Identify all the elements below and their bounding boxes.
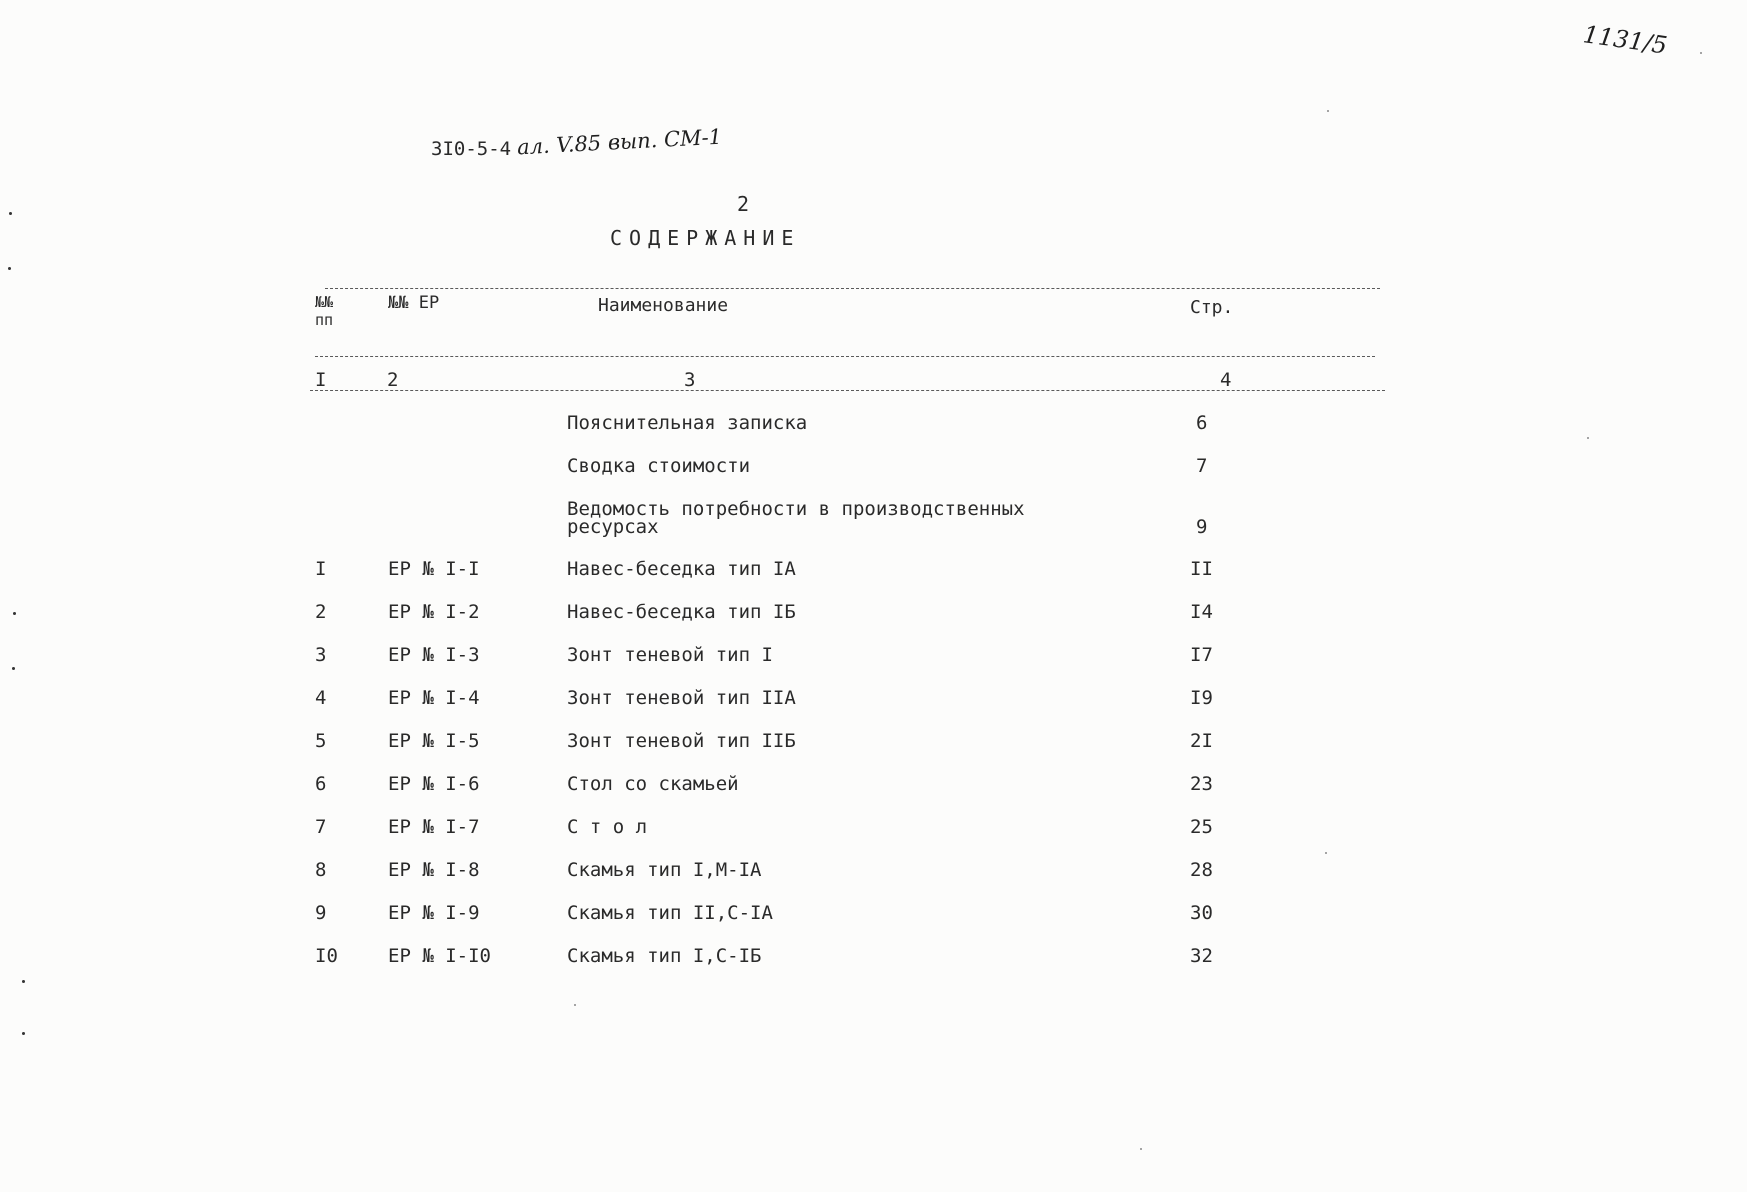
row-name: Ведомость потребности в производственных ресурсах xyxy=(567,498,1025,538)
row-name: Зонт теневой тип I xyxy=(567,644,773,666)
table-row xyxy=(0,498,1747,548)
row-name: Скамья тип I,М-IA xyxy=(567,859,762,881)
row-name: Скамья тип I,С-IБ xyxy=(567,945,762,967)
row-name: Навес-беседка тип IA xyxy=(567,558,796,580)
row-page: 9 xyxy=(1196,516,1208,538)
row-ep: ЕР № I-2 xyxy=(388,601,480,623)
row-name: Стол со скамьей xyxy=(567,773,739,795)
row-number: I xyxy=(315,558,327,580)
scan-speck xyxy=(1700,52,1702,54)
row-name: Пояснительная записка xyxy=(567,412,808,434)
scan-speck xyxy=(1327,110,1329,112)
column-header-page: Стр. xyxy=(1190,297,1234,318)
row-page: 7 xyxy=(1196,455,1208,477)
column-header-name: Наименование xyxy=(598,295,729,316)
document-code-handwritten: ал. V.85 вып. СМ-1 xyxy=(516,124,723,160)
column-number: 2 xyxy=(387,369,399,391)
table-row xyxy=(0,859,1747,889)
scan-speck xyxy=(22,1032,25,1035)
row-name: Зонт теневой тип IIБ xyxy=(567,730,796,752)
scan-speck xyxy=(22,980,25,983)
scan-speck xyxy=(1587,437,1589,439)
row-page: 6 xyxy=(1196,412,1208,434)
row-name: С т о л xyxy=(567,816,648,838)
row-ep: ЕР № I-4 xyxy=(388,687,480,709)
row-page: I9 xyxy=(1190,687,1213,709)
row-page: 23 xyxy=(1190,773,1213,795)
row-ep: ЕР № I-I xyxy=(388,558,480,580)
table-row xyxy=(0,945,1747,975)
row-page: I7 xyxy=(1190,644,1213,666)
row-page: I4 xyxy=(1190,601,1213,623)
scan-speck xyxy=(1325,852,1327,854)
table-row xyxy=(0,816,1747,846)
column-number: 3 xyxy=(684,369,696,391)
table-row xyxy=(0,902,1747,932)
scan-speck xyxy=(574,1004,576,1006)
scan-speck xyxy=(12,667,15,670)
column-number: 4 xyxy=(1220,369,1232,391)
row-number: I0 xyxy=(315,945,338,967)
table-row xyxy=(0,558,1747,588)
column-header-ep: №№ ЕР xyxy=(388,293,440,313)
table-row xyxy=(0,730,1747,760)
row-ep: ЕР № I-7 xyxy=(388,816,480,838)
row-name: Навес-беседка тип IБ xyxy=(567,601,796,623)
row-name: Скамья тип II,С-IA xyxy=(567,902,773,924)
row-ep: ЕР № I-9 xyxy=(388,902,480,924)
row-number: 7 xyxy=(315,816,327,838)
row-number: 3 xyxy=(315,644,327,666)
row-page: 28 xyxy=(1190,859,1213,881)
row-number: 9 xyxy=(315,902,327,924)
row-page: 32 xyxy=(1190,945,1213,967)
row-page: II xyxy=(1190,558,1213,580)
row-number: 8 xyxy=(315,859,327,881)
page-number: 2 xyxy=(737,192,750,216)
scan-speck xyxy=(8,267,11,270)
table-rule-top xyxy=(325,288,1380,289)
document-code: 3I0-5-4 xyxy=(431,138,512,160)
row-ep: ЕР № I-3 xyxy=(388,644,480,666)
row-number: 4 xyxy=(315,687,327,709)
sheet-mark: 1131/5 xyxy=(1581,20,1669,60)
scan-speck xyxy=(13,612,16,615)
row-ep: ЕР № I-I0 xyxy=(388,945,491,967)
row-number: 5 xyxy=(315,730,327,752)
table-row xyxy=(0,773,1747,803)
row-number: 2 xyxy=(315,601,327,623)
scan-speck xyxy=(1140,1148,1142,1150)
row-ep: ЕР № I-6 xyxy=(388,773,480,795)
scan-speck xyxy=(9,212,12,215)
table-rule-middle xyxy=(315,356,1375,357)
table-row xyxy=(0,687,1747,717)
row-name: Сводка стоимости xyxy=(567,455,751,477)
row-name: Зонт теневой тип IIA xyxy=(567,687,796,709)
row-page: 25 xyxy=(1190,816,1213,838)
row-ep: ЕР № I-5 xyxy=(388,730,480,752)
row-page: 2I xyxy=(1190,730,1213,752)
column-header-number: №№ пп xyxy=(315,293,334,329)
row-page: 30 xyxy=(1190,902,1213,924)
table-row xyxy=(0,455,1747,485)
table-row xyxy=(0,412,1747,442)
table-row xyxy=(0,644,1747,674)
column-number: I xyxy=(315,369,327,391)
page-title: СОДЕРЖАНИЕ xyxy=(610,226,801,250)
row-ep: ЕР № I-8 xyxy=(388,859,480,881)
table-row xyxy=(0,601,1747,631)
row-number: 6 xyxy=(315,773,327,795)
